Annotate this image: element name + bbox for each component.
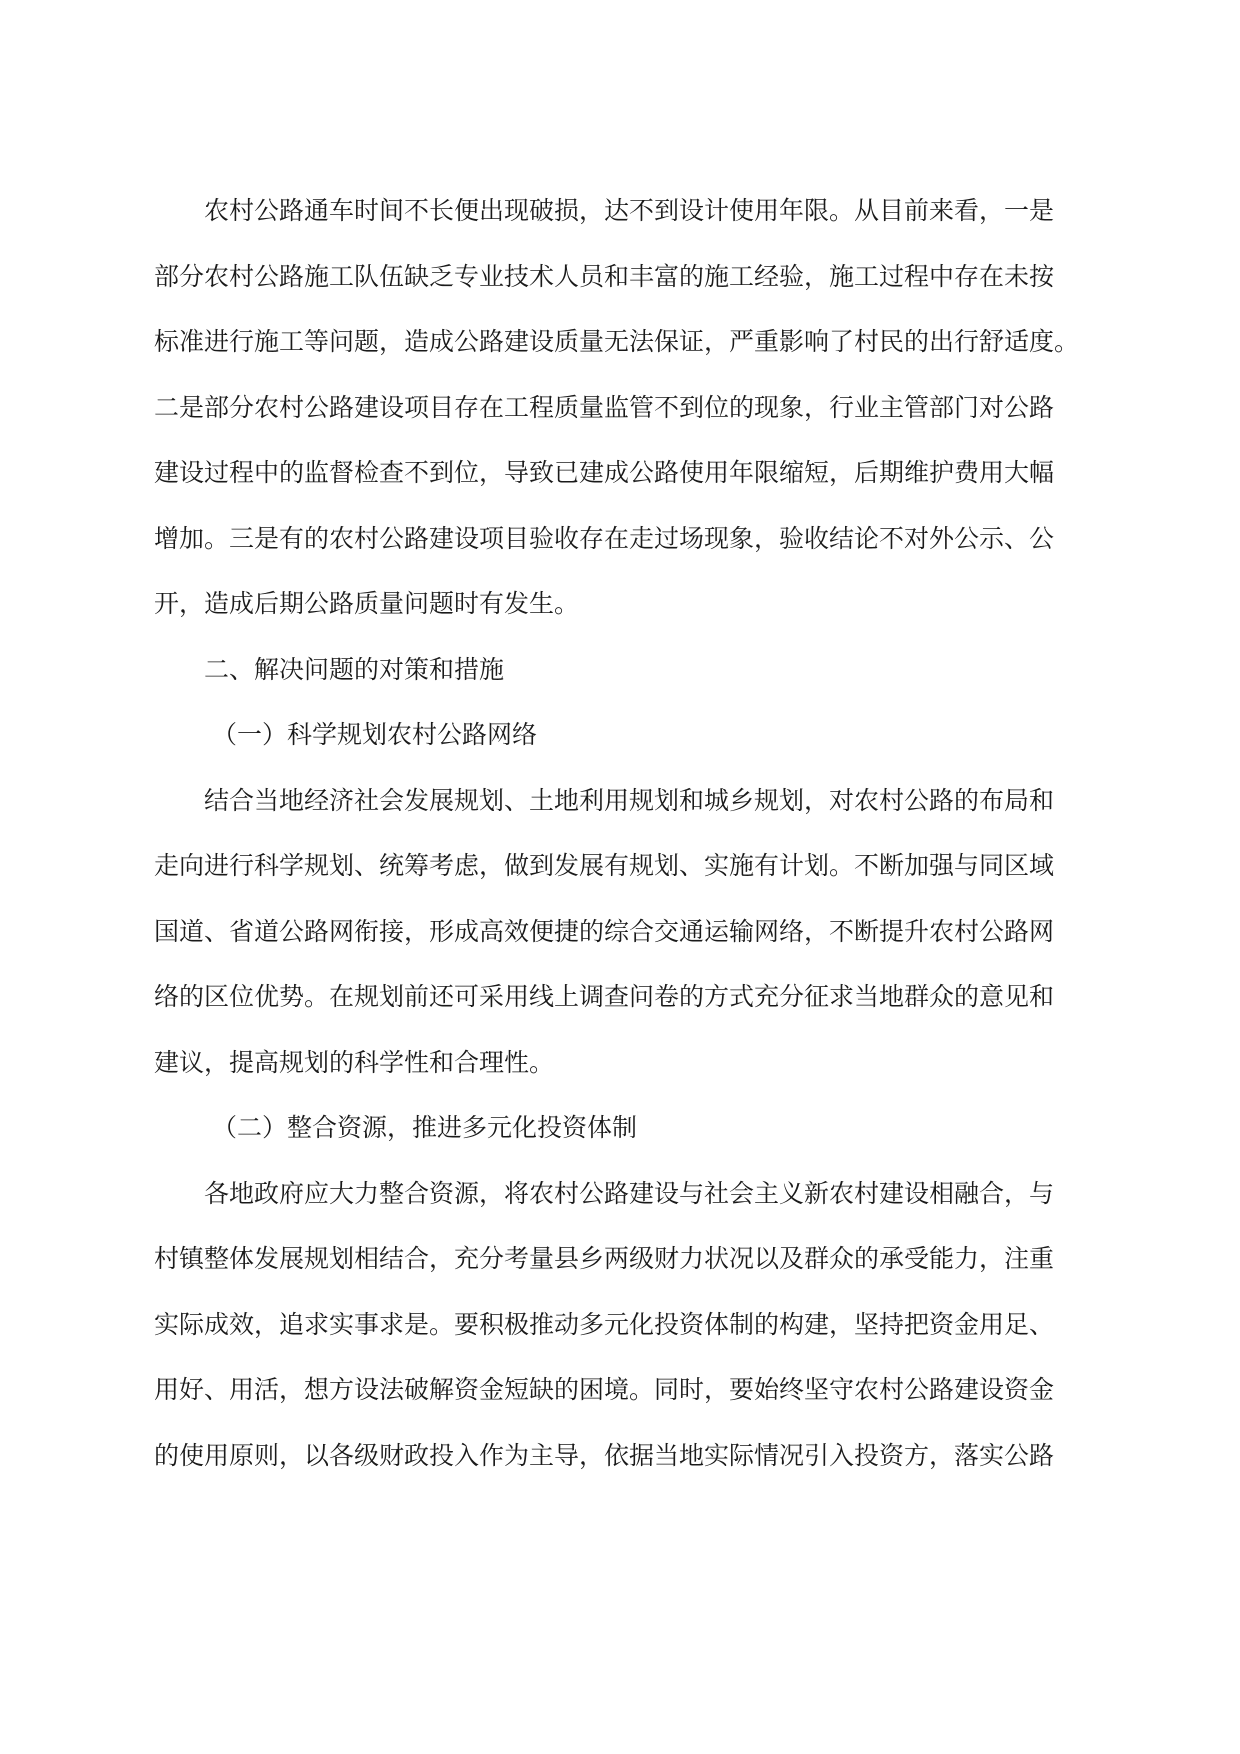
subsection-heading: （一）科学规划农村公路网络 [212, 720, 538, 749]
text-line: 建议，提高规划的科学性和合理性。 [154, 1047, 555, 1077]
paragraph-planning [154, 768, 1060, 1096]
text-line: 络的区位优势。在规划前还可采用线上调查问卷的方式充分征求当地群众的意见和 [154, 982, 1055, 1011]
text-line: 的使用原则，以各级财政投入作为主导，依据当地实际情况引入投资方，落实公路 [154, 1440, 1055, 1470]
text-line: 实际成效，追求实事求是。要积极推动多元化投资体制的构建，坚持把资金用足、 [154, 1309, 1055, 1339]
text-line: 走向进行科学规划、统筹考虑，做到发展有规划、实施有计划。不断加强与同区域 [154, 851, 1055, 880]
paragraph-investment [154, 1161, 1060, 1489]
text-line: 结合当地经济社会发展规划、土地利用规划和城乡规划，对农村公路的布局和 [204, 785, 1055, 815]
text-line: 增加。三是有的农村公路建设项目验收存在走过场现象，验收结论不对外公示、公 [154, 523, 1055, 553]
text-line: 二是部分农村公路建设项目存在工程质量监管不到位的现象，行业主管部门对公路 [154, 392, 1055, 422]
text-line: 开，造成后期公路质量问题时有发生。 [154, 589, 580, 618]
text-line: 建设过程中的监督检查不到位，导致已建成公路使用年限缩短，后期维护费用大幅 [154, 458, 1055, 487]
section-heading: 二、解决问题的对策和措施 [204, 654, 505, 684]
paragraph-road-damage [154, 178, 1080, 637]
text-line: 部分农村公路施工队伍缺乏专业技术人员和丰富的施工经验，施工过程中存在未按 [154, 261, 1055, 291]
text-line: 国道、省道公路网衔接，形成高效便捷的综合交通运输网络，不断提升农村公路网 [154, 916, 1055, 946]
text-line: 各地政府应大力整合资源，将农村公路建设与社会主义新农村建设相融合，与 [204, 1178, 1055, 1208]
text-line: 村镇整体发展规划相结合，充分考量县乡两级财力状况以及群众的承受能力，注重 [154, 1244, 1055, 1273]
text-line: 用好、用活，想方设法破解资金短缺的困境。同时，要始终坚守农村公路建设资金 [154, 1375, 1055, 1404]
document-body [154, 178, 1080, 1488]
subsection-heading: （二）整合资源，推进多元化投资体制 [212, 1113, 638, 1142]
text-line: 标准进行施工等问题，造成公路建设质量无法保证，严重影响了村民的出行舒适度。 [154, 327, 1080, 356]
text-line: 农村公路通车时间不长便出现破损，达不到设计使用年限。从目前来看，一是 [204, 196, 1055, 225]
